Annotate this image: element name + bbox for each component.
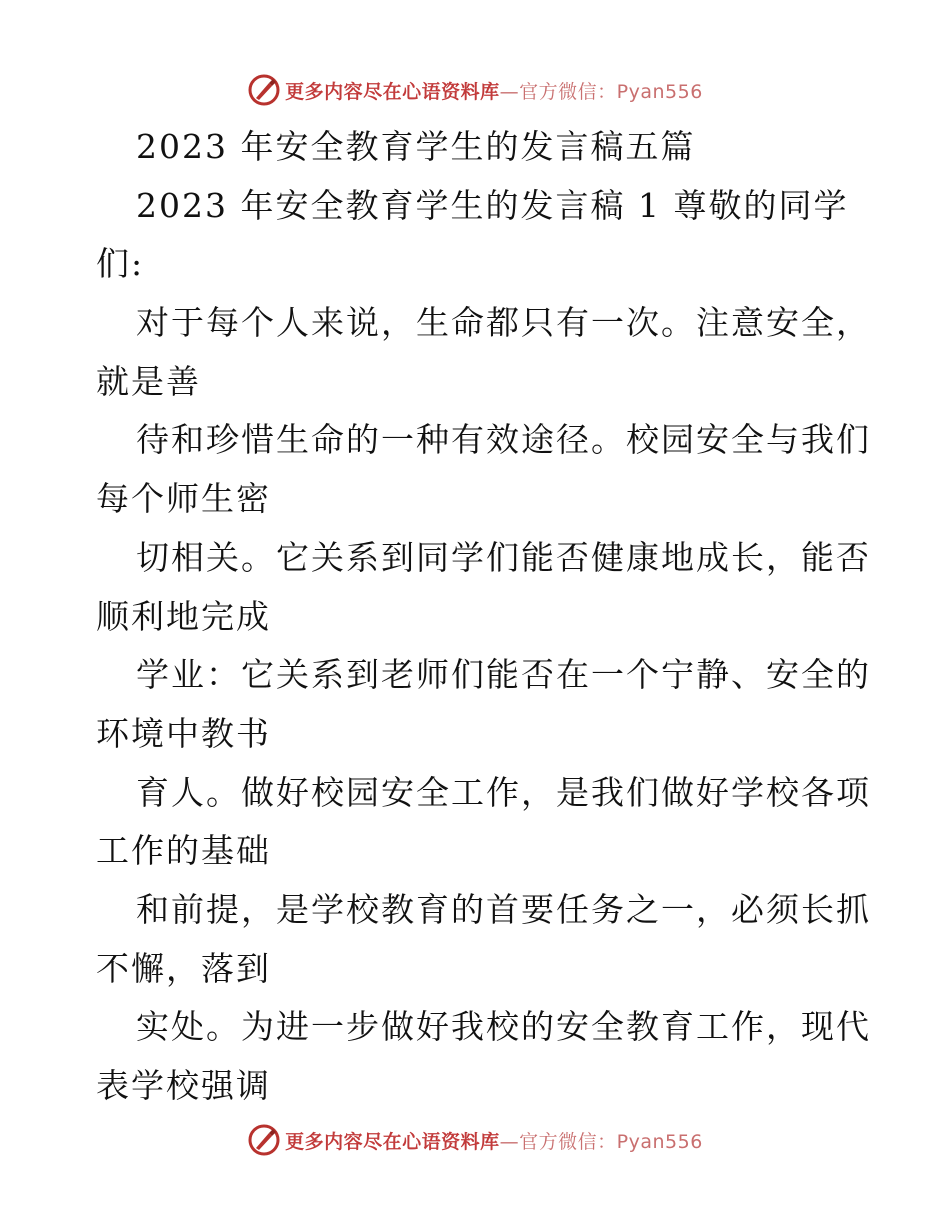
watermark-main-text: 更多内容尽在心语资料库 <box>285 1130 500 1153</box>
text-line: 们: <box>96 244 145 284</box>
document-body <box>96 118 871 1116</box>
text-line: 学业：它关系到老师们能否在一个宁静、安全的 <box>136 655 871 695</box>
text-line: 对于每个人来说，生命都只有一次。注意安全， <box>136 303 871 343</box>
pen-logo-icon <box>247 1123 281 1157</box>
watermark-sub-text: —官方微信：Pyan556 <box>499 1130 703 1153</box>
text-line: 环境中教书 <box>96 713 271 753</box>
footer-watermark <box>0 1120 950 1160</box>
text-line: 表学校强调 <box>96 1066 271 1105</box>
text-line: 每个师生密 <box>96 479 271 519</box>
pen-logo-icon <box>247 73 281 107</box>
text-line: 和前提，是学校教育的首要任务之一，必须长抓 <box>136 889 871 929</box>
text-line: 实处。为进一步做好我校的安全教育工作，现代 <box>136 1007 871 1047</box>
watermark-main-text: 更多内容尽在心语资料库 <box>285 80 500 103</box>
watermark-sub-text: —官方微信：Pyan556 <box>499 80 703 103</box>
document-title: 2023 年安全教育学生的发言稿五篇 <box>136 127 696 166</box>
text-line: 切相关。它关系到同学们能否健康地成长，能否 <box>136 537 871 577</box>
text-line: 育人。做好校园安全工作，是我们做好学校各项 <box>136 772 871 812</box>
text-line: 就是善 <box>96 361 201 401</box>
text-line: 顺利地完成 <box>96 596 271 636</box>
header-watermark <box>0 70 950 110</box>
text-line: 2023 年安全教育学生的发言稿 1 尊敬的同学 <box>136 185 849 225</box>
text-line: 待和珍惜生命的一种有效途径。校园安全与我们 <box>136 420 871 460</box>
text-line: 不懈，落到 <box>96 948 271 988</box>
text-line: 工作的基础 <box>96 831 271 871</box>
